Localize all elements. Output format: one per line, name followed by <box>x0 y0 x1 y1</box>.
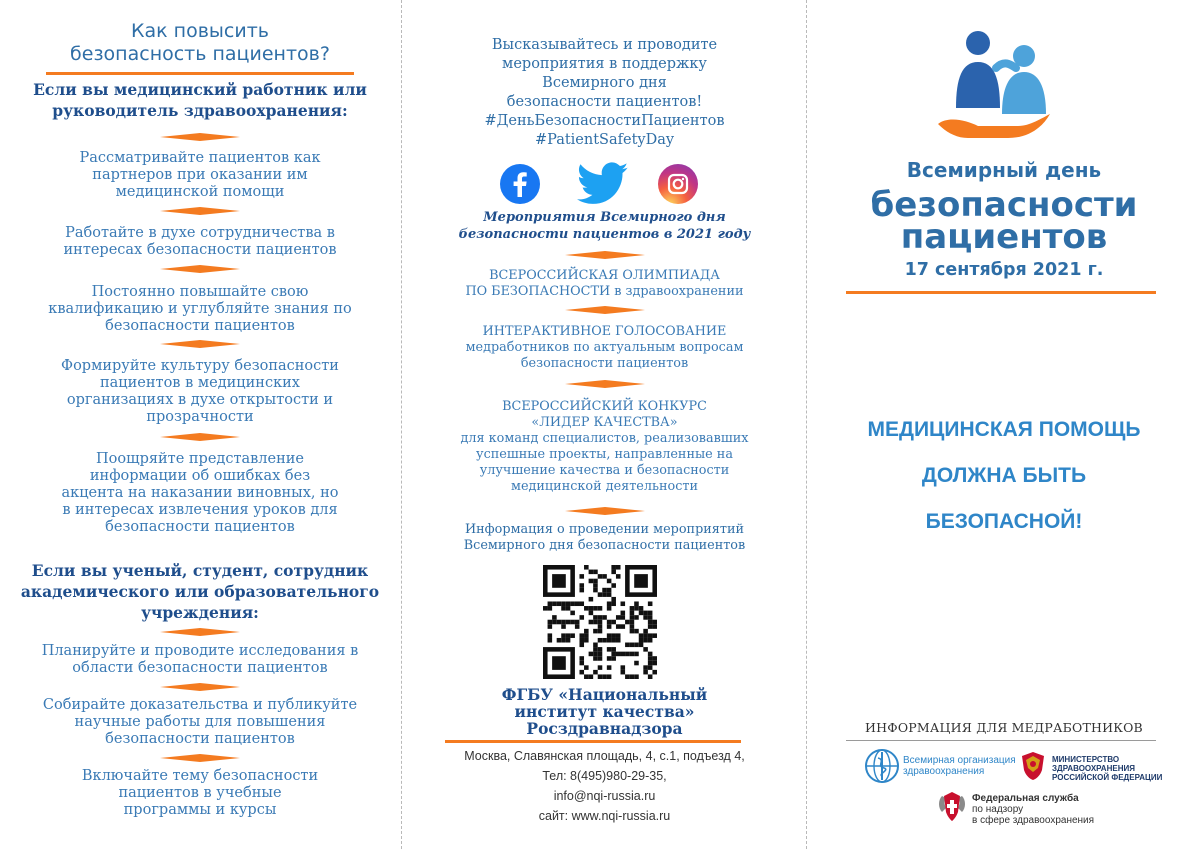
tip-item: Постоянно повышайте свою квалификацию и углубляйте знания по безопасности пациентов <box>48 284 352 334</box>
divider <box>0 433 400 441</box>
motto: МЕДИЦИНСКАЯ ПОМОЩЬ ДОЛЖНА БЫТЬ БЕЗОПАСНОЙ! <box>867 418 1141 533</box>
event-item: ИНТЕРАКТИВНОЕ ГОЛОСОВАНИЕ медработников по актуальным вопросам безопасности пациентов <box>465 324 744 371</box>
event-item: ВСЕРОССИЙСКИЙ КОНКУРС «ЛИДЕР КАЧЕСТВА» для команд специалистов, реализовавших успешные проекты, направленные на улучшение качества и безопасности медицинской деятельности <box>460 399 749 494</box>
panel-left <box>0 0 400 849</box>
event-item: ВСЕРОССИЙСКАЯ ОЛИМПИАДА ПО БЕЗОПАСНОСТИ в здравоохранении <box>465 268 744 299</box>
phone[interactable]: Тел: 8(495)980-29-35, <box>542 769 667 783</box>
who-logo-text: Всемирная организация здравоохранения <box>903 755 1016 777</box>
tip-item: Рассматривайте пациентов как партнеров при оказании им медицинской помощи <box>79 150 321 200</box>
section-heading-academic: Если вы ученый, студент, сотрудник академического или образовательного учреждения: <box>20 561 380 622</box>
facebook-icon[interactable] <box>500 164 540 204</box>
patient-safety-logo <box>938 28 1054 140</box>
tip-item: Работайте в духе сотрудничества в интересах безопасности пациентов <box>63 225 337 258</box>
divider <box>0 207 400 215</box>
website-link[interactable]: сайт: www.nqi-russia.ru <box>538 809 671 823</box>
panel-title: Как повысить безопасность пациентов? <box>70 20 330 65</box>
event-date: 17 сентября 2021 г. <box>904 260 1104 280</box>
panel-middle <box>403 0 806 849</box>
info-label: ИНФОРМАЦИЯ ДЛЯ МЕДРАБОТНИКОВ <box>865 720 1143 735</box>
divider <box>0 754 400 762</box>
day-title-line3: пациентов <box>900 217 1108 257</box>
section-heading-medical: Если вы медицинский работник или руководитель здравоохранения: <box>33 80 367 120</box>
twitter-icon[interactable] <box>577 162 629 206</box>
ministry-logo-text: МИНИСТЕРСТВО ЗДРАВООХРАНЕНИЯ РОССИЙСКОЙ ФЕДЕРАЦИИ <box>1052 755 1163 782</box>
address: Москва, Славянская площадь, 4, с.1, подъезд 4, <box>464 749 745 763</box>
events-heading: Мероприятия Всемирного дня безопасности пациентов в 2021 году <box>458 210 751 242</box>
contact-divider <box>445 740 741 743</box>
day-title-line1: Всемирный день <box>906 158 1102 182</box>
instagram-icon[interactable] <box>658 164 698 204</box>
divider <box>0 683 400 691</box>
fold-line-right <box>806 0 807 849</box>
tip-item: Планируйте и проводите исследования в области безопасности пациентов <box>41 643 359 676</box>
qr-code[interactable] <box>543 565 657 679</box>
divider <box>403 380 806 388</box>
ministry-emblem-icon <box>1018 748 1048 782</box>
divider <box>0 265 400 273</box>
info-divider <box>846 740 1156 741</box>
divider <box>0 628 400 636</box>
tip-item: Формируйте культуру безопасности пациентов в медицинских организациях в духе открытости и прозрачности <box>61 358 339 425</box>
divider <box>403 251 806 259</box>
date-underline <box>846 291 1156 294</box>
tip-item: Собирайте доказательства и публикуйте научные работы для повышения безопасности пациентов <box>42 697 358 747</box>
divider <box>403 507 806 515</box>
fold-line-left <box>401 0 402 849</box>
tip-item: Поощряйте представление информации об ошибках без акцента на наказании виновных, но в интересах извлечения уроков для безопасности пациентов <box>61 451 339 535</box>
day-title-line2: безопасности <box>870 185 1138 225</box>
title-underline <box>46 72 354 75</box>
divider <box>0 340 400 348</box>
contact-info <box>403 746 806 826</box>
organization-name: ФГБУ «Национальный институт качества» Росздравнадзора <box>501 685 708 738</box>
event-info: Информация о проведении мероприятий Всемирного дня безопасности пациентов <box>463 522 746 553</box>
roszdravnadzor-logo-text: Федеральная служба по надзору в сфере здравоохранения <box>972 793 1095 826</box>
intro-text: Высказывайтесь и проводите мероприятия в поддержку Всемирного дня безопасности пациентов! #ДеньБезопасностиПациентов #PatientSafetyDay <box>484 37 725 148</box>
who-emblem-icon <box>864 748 900 784</box>
roszdravnadzor-emblem-icon <box>936 786 968 826</box>
tip-item: Включайте тему безопасности пациентов в учебные программы и курсы <box>81 768 319 818</box>
divider <box>0 133 400 141</box>
divider <box>403 306 806 314</box>
panel-right <box>808 0 1200 849</box>
email-link[interactable]: info@nqi-russia.ru <box>553 789 656 803</box>
